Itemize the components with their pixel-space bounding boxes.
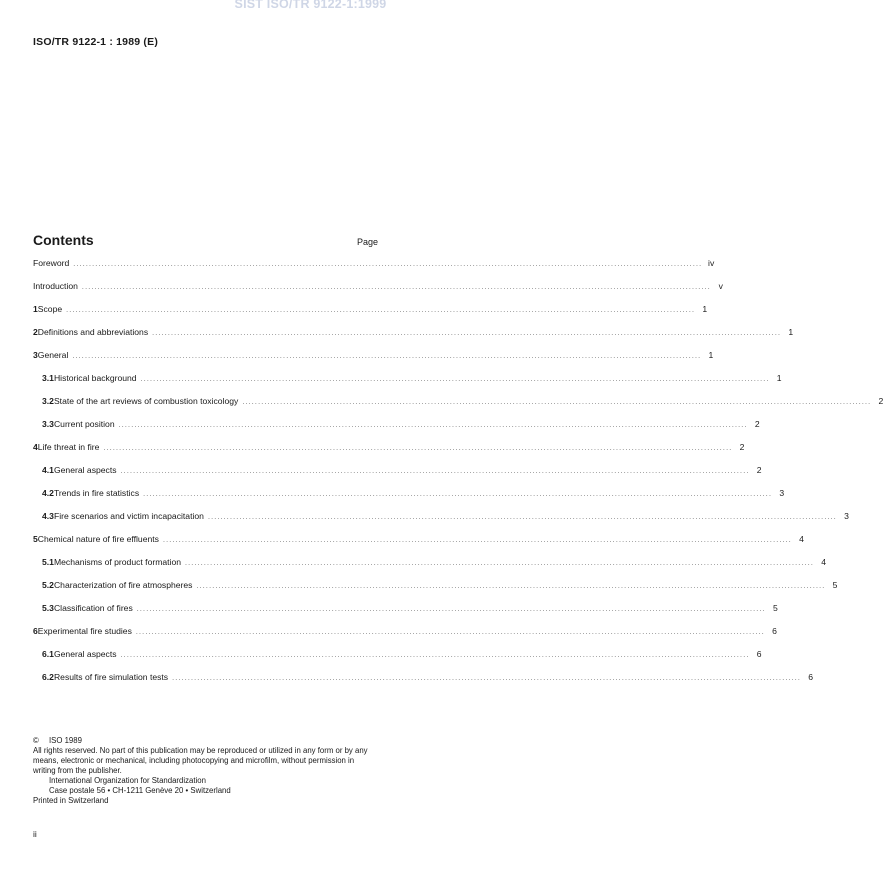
copyright-notice [33, 736, 383, 746]
toc-entry[interactable] [33, 281, 723, 295]
address-line: International Organization for Standardization [49, 776, 206, 785]
toc-entry-page: 2 [754, 419, 760, 429]
page-column-label: Page [356, 237, 378, 247]
toc-entry-label: General aspects [53, 465, 117, 475]
toc-entry-page: iv [708, 258, 715, 268]
toc-entry-label: Classification of fires [53, 603, 133, 613]
toc-entry[interactable] [42, 373, 782, 387]
toc-entry-number: 3 [33, 350, 38, 360]
toc-entry-label: Life threat in fire [37, 442, 100, 452]
toc-entry[interactable] [33, 258, 715, 272]
dot-leader: ........................................................................................................................................................................................................ [73, 261, 703, 268]
dot-leader: ........................................................................................................................................................................................................ [120, 468, 750, 475]
toc-entry-page: 5 [772, 603, 778, 613]
toc-entry-page: 6 [772, 626, 777, 636]
toc-entry-number: 6 [33, 626, 38, 636]
dot-leader: ........................................................................................................................................................................................................ [81, 284, 711, 291]
rights-line: writing from the publisher. [33, 766, 122, 775]
toc-entry-page: 5 [832, 580, 838, 590]
toc-entry-label: Foreword [33, 258, 70, 268]
dot-leader: ........................................................................................................................................................................................................ [135, 629, 765, 636]
toc-entry-number: 4.2 [42, 488, 54, 498]
toc-entry-number: 3.1 [42, 373, 54, 383]
toc-entry-page: 2 [878, 396, 883, 406]
copyright-text: ISO 1989 [49, 736, 82, 745]
toc-entry-page: 1 [776, 373, 782, 383]
toc-entry-label: Scope [37, 304, 63, 314]
dot-leader: ........................................................................................................................................................................................................ [72, 353, 702, 360]
toc-entry[interactable] [33, 350, 714, 364]
toc-entry-page: 4 [799, 534, 804, 544]
toc-entry-page: 6 [808, 672, 814, 682]
toc-entry-label: Characterization of fire atmospheres [53, 580, 193, 590]
toc-entry-label: Definitions and abbreviations [37, 327, 149, 337]
toc-entry[interactable] [42, 419, 760, 433]
toc-entry-label: General aspects [53, 649, 117, 659]
toc-entry-number: 4.3 [42, 511, 54, 521]
toc-entry[interactable] [42, 672, 814, 686]
dot-leader: ........................................................................................................................................................................................................ [103, 445, 733, 452]
toc-entry[interactable] [42, 488, 785, 502]
toc-entry[interactable] [33, 626, 777, 640]
dot-leader: ........................................................................................................................................................................................................ [143, 491, 773, 498]
dot-leader: ........................................................................................................................................................................................................ [152, 330, 782, 337]
dot-leader: ........................................................................................................................................................................................................ [66, 307, 696, 314]
dot-leader: ........................................................................................................................................................................................................ [172, 675, 802, 682]
toc-entry-label: Historical background [53, 373, 137, 383]
dot-leader: ........................................................................................................................................................................................................ [242, 399, 872, 406]
contents-heading: Contents [33, 232, 94, 248]
toc-entry[interactable] [42, 465, 762, 479]
address-line: Case postale 56 • CH-1211 Genève 20 • Switzerland [49, 786, 231, 795]
toc-entry-page: 2 [756, 465, 762, 475]
copyright-symbol: © [33, 736, 39, 745]
dot-leader: ........................................................................................................................................................................................................ [140, 376, 770, 383]
toc-entry-number: 1 [33, 304, 38, 314]
toc-entry-page: 6 [756, 649, 762, 659]
toc-entry-label: Mechanisms of product formation [53, 557, 182, 567]
dot-leader: ........................................................................................................................................................................................................ [185, 560, 814, 567]
toc-entry-number: 3.3 [42, 419, 54, 429]
toc-entry-number: 4.1 [42, 465, 54, 475]
toc-entry-number: 3.2 [42, 396, 54, 406]
toc-entry-number: 5.1 [42, 557, 54, 567]
dot-leader: ........................................................................................................................................................................................................ [196, 583, 826, 590]
dot-leader: ........................................................................................................................................................................................................ [120, 652, 750, 659]
toc-entry-page: v [718, 281, 723, 291]
printed-in: Printed in Switzerland [33, 796, 109, 805]
toc-entry-page: 1 [708, 350, 714, 360]
toc-entry-label: Introduction [33, 281, 78, 291]
toc-entry-number: 2 [33, 327, 38, 337]
toc-entry-page: 3 [844, 511, 849, 521]
toc-entry-page: 1 [702, 304, 708, 314]
toc-entry[interactable] [33, 534, 804, 548]
toc-entry-number: 5.3 [42, 603, 54, 613]
toc-entry-page: 4 [821, 557, 826, 567]
rights-line: All rights reserved. No part of this publication may be reproduced or utilized in any form or by any [33, 746, 368, 755]
watermark-text: SIST ISO/TR 9122-1:1999 [234, 0, 387, 11]
toc-entry[interactable] [42, 396, 883, 410]
dot-leader: ........................................................................................................................................................................................................ [162, 537, 792, 544]
toc-entry[interactable] [33, 304, 708, 318]
toc-entry[interactable] [42, 511, 849, 525]
toc-entry-label: Results of fire simulation tests [53, 672, 169, 682]
toc-entry-number: 5 [33, 534, 38, 544]
toc-entry-number: 6.2 [42, 672, 54, 682]
toc-entry-label: Fire scenarios and victim incapacitation [53, 511, 204, 521]
toc-entry-page: 1 [788, 327, 794, 337]
toc-entry-label: State of the art reviews of combustion toxicology [53, 396, 239, 406]
document-reference: ISO/TR 9122-1 : 1989 (E) [33, 36, 159, 48]
copyright-block [33, 736, 383, 806]
toc-entry-number: 5.2 [42, 580, 54, 590]
toc-entry[interactable] [33, 327, 794, 341]
toc-entry-page: 2 [739, 442, 745, 452]
toc-entry[interactable] [42, 603, 778, 617]
toc-entry[interactable] [42, 580, 838, 594]
page-number: ii [33, 829, 37, 839]
toc-entry-label: Chemical nature of fire effluents [37, 534, 159, 544]
toc-entry-page: 3 [779, 488, 785, 498]
toc-entry-label: Current position [53, 419, 115, 429]
toc-entry[interactable] [42, 649, 762, 663]
toc-entry-number: 4 [33, 442, 38, 452]
toc-entry-label: General [37, 350, 69, 360]
toc-entry-label: Trends in fire statistics [53, 488, 140, 498]
toc-entry-label: Experimental fire studies [37, 626, 132, 636]
rights-line: means, electronic or mechanical, including photocopying and microfilm, without permission in [33, 756, 355, 765]
dot-leader: ........................................................................................................................................................................................................ [118, 422, 748, 429]
toc-entry[interactable] [42, 557, 826, 571]
toc-entry[interactable] [33, 442, 745, 456]
dot-leader: ........................................................................................................................................................................................................ [207, 514, 837, 521]
dot-leader: ........................................................................................................................................................................................................ [136, 606, 766, 613]
toc-entry-number: 6.1 [42, 649, 54, 659]
